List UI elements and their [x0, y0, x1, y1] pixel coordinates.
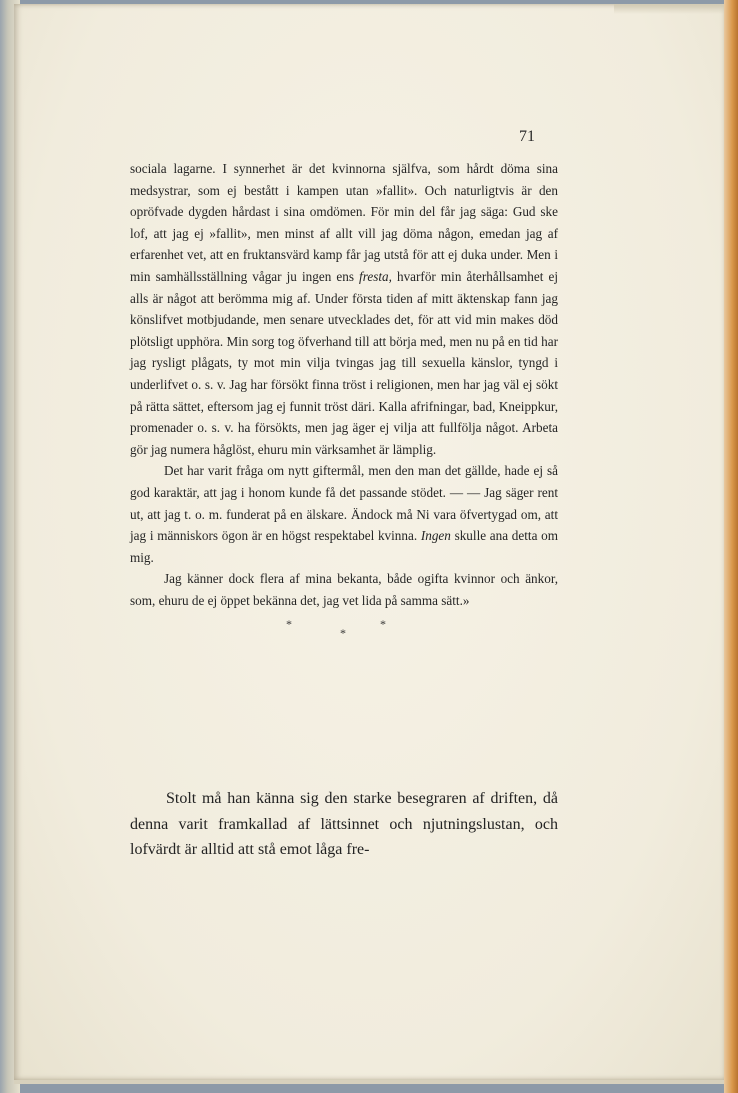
section-separator [130, 617, 558, 643]
text-segment: Det har varit fråga om nytt giftermål, men den man det gällde, hade ej så god karaktär, att jag i honom kunde få det passande stödet. — — Jag säger rent ut, att jag t. o. m. funderat på en älskare. Ändock må Ni vara öfvertygad om, att jag i människors ögon är en högst respektabel kvinna. [130, 463, 558, 544]
separator-star: * [340, 626, 346, 641]
text-segment: sociala lagarne. I synnerhet är det kvinnorna själfva, som hårdt döma sina medsystrar, som ej bestått i kampen utan »fallit». Och naturligtvis är den opröfvade dygden hårdast i sina omdömen. För min del får jag säga: Gud ske lof, att jag ej »fallit», men minst af allt vill jag döma någon, emedan jag af erfarenhet vet, att en fruktansvärd kamp får jag utstå för att ej duka under. Men i min samhällsställning vågar ju ingen ens [130, 161, 558, 284]
paragraph [130, 568, 558, 611]
page-number: 71 [519, 128, 535, 145]
paragraph [130, 460, 558, 568]
separator-star: * [380, 617, 386, 632]
closing-paragraph: Stolt må han känna sig den starke besegraren af driften, då denna varit framkallad af lättsinnet och njutningslustan, och lofvärdt är alltid att stå emot låga fre- [130, 790, 558, 858]
text-segment: skulle ana detta om mig. [130, 528, 558, 565]
emphasized-text: Ingen [420, 528, 451, 544]
emphasized-text: fresta, [359, 268, 392, 284]
closing-text [130, 786, 558, 863]
paragraph [130, 158, 558, 460]
body-text [130, 158, 558, 643]
separator-star: * [286, 617, 292, 632]
page-top-shadow [614, 4, 738, 14]
text-segment: hvarför min återhållsamhet ej alls är något att berömma mig af. Under första tiden af mitt äktenskap fann jag könslifvet motbjudande, men senare utvecklades det, för att vid min makes död plötsligt upphöra. Min sorg tog öfverhand till att börja med, men nu på en tid har jag rysligt plågats, ty mot min vilja tvingas jag till sexuella känslor, tyngd i underlifvet o. s. v. Jag har försökt finna tröst i religionen, men har jag väl ej sökt på rätta sättet, eftersom jag ej funnit tröst däri. Kalla afrifningar, bad, Kneippkur, promenader o. s. v. ha försökts, men jag äger ej vilja att fullfölja något. Arbeta gör jag numera håglöst, ehuru min värksamhet är lämplig. [130, 268, 558, 457]
book-cover-edge [724, 0, 738, 1093]
text-segment: Jag känner dock flera af mina bekanta, både ogifta kvinnor och änkor, som, ehuru de ej öppet bekänna det, jag vet lida på samma sätt.» [130, 571, 558, 608]
